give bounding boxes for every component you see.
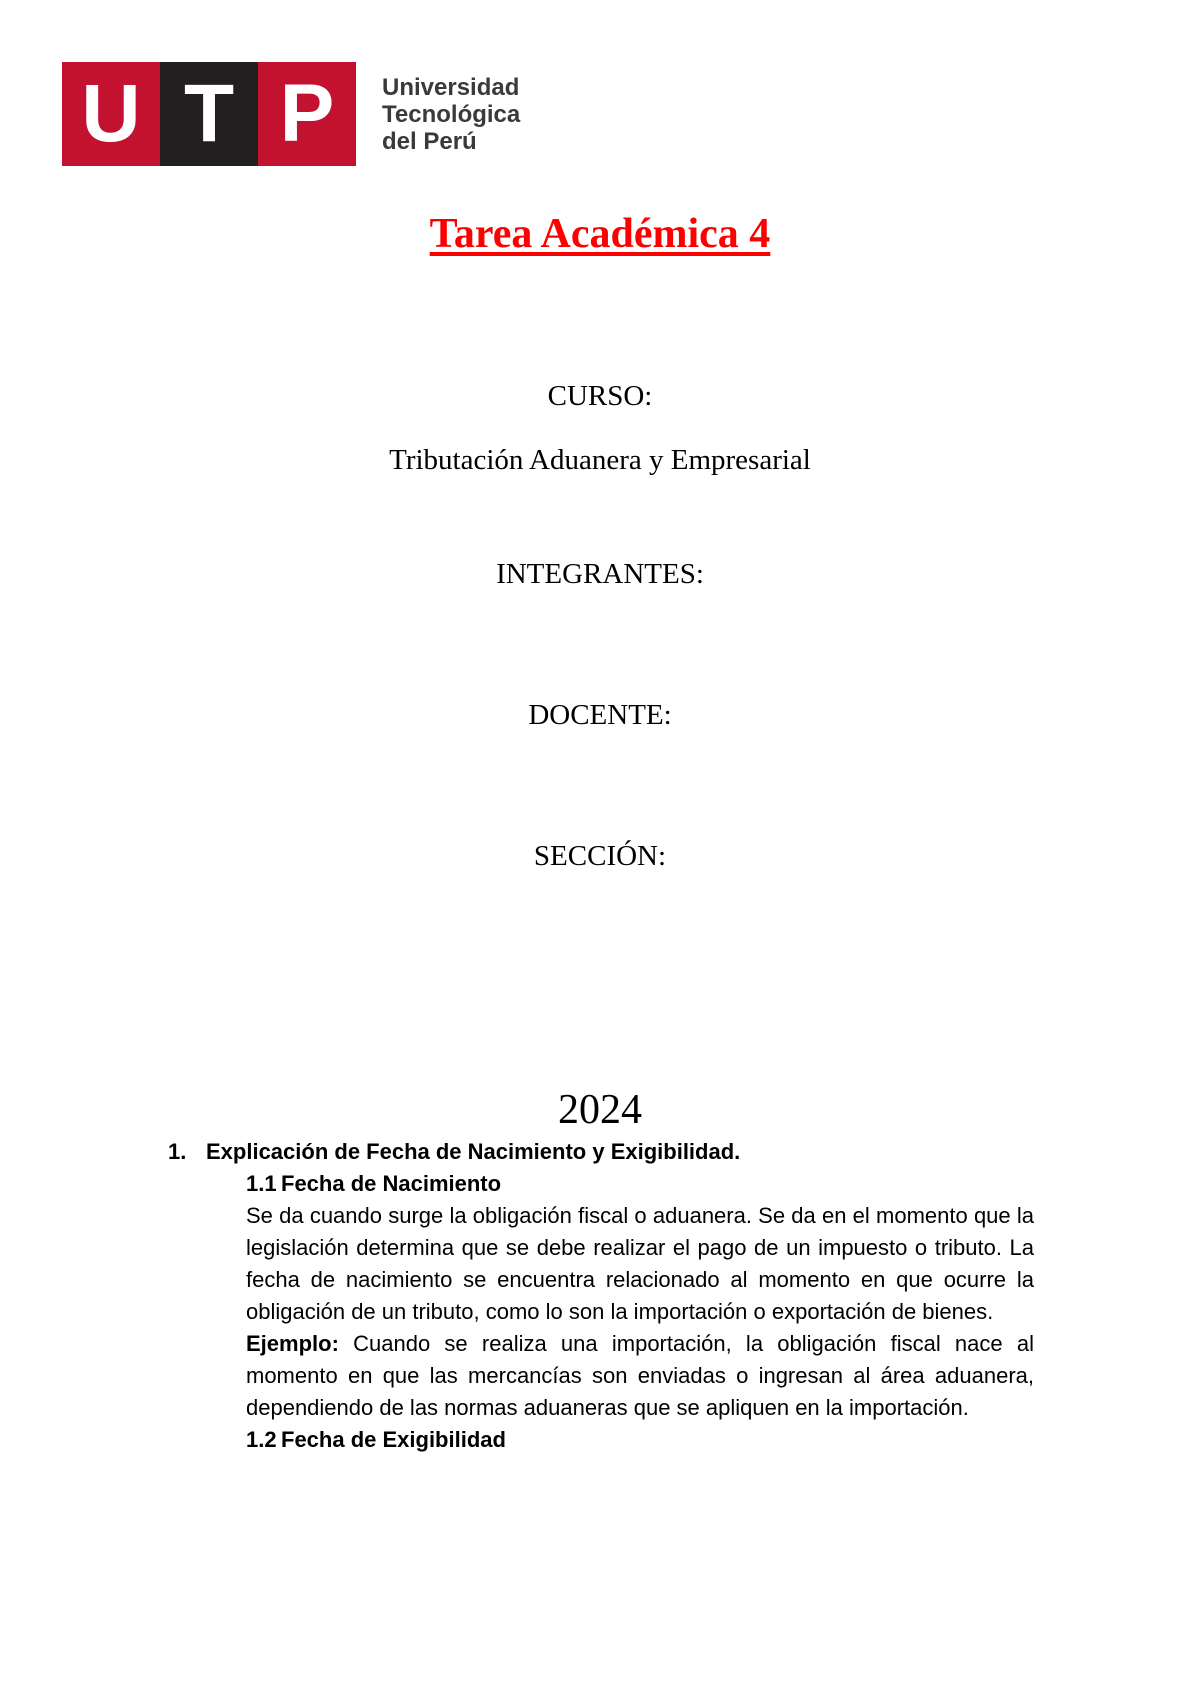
- logo-letter-u: U: [62, 62, 160, 166]
- subsection-number: 1.1: [246, 1171, 277, 1196]
- utp-logo: [62, 62, 520, 166]
- subsection-heading: [246, 1168, 1034, 1200]
- integrantes-label: INTEGRANTES:: [496, 558, 704, 590]
- subsection-number: 1.2: [246, 1427, 277, 1452]
- example-paragraph: [246, 1328, 1034, 1424]
- subsection-heading: [246, 1424, 1034, 1456]
- subsection-title: Fecha de Nacimiento: [281, 1171, 502, 1196]
- curso-value: Tributación Aduanera y Empresarial: [389, 444, 811, 476]
- logo-letter-t: T: [160, 62, 258, 166]
- document-body: [168, 1136, 1034, 1456]
- logo-name-line: del Perú: [382, 127, 477, 155]
- section-number: 1.: [168, 1139, 187, 1164]
- logo-name-line: Tecnológica: [382, 100, 521, 128]
- logo-letter-p: P: [258, 62, 356, 166]
- document-title: Tarea Académica 4: [429, 211, 771, 257]
- section-heading: [168, 1136, 996, 1168]
- logo-name-line: Universidad: [382, 73, 520, 101]
- section-title: Explicación de Fecha de Nacimiento y Exigibilidad.: [206, 1139, 741, 1164]
- year: 2024: [558, 1087, 642, 1133]
- example-text: Cuando se realiza una importación, la obligación fiscal nace al momento en que las mercancías son enviadas o ingresan al área aduanera, dependiendo de las normas aduaneras que se apliquen en la importación.: [246, 1331, 1034, 1420]
- subsection-title: Fecha de Exigibilidad: [281, 1427, 506, 1452]
- example-label: Ejemplo:: [246, 1331, 339, 1356]
- curso-label: CURSO:: [547, 380, 653, 412]
- seccion-label: SECCIÓN:: [533, 840, 667, 872]
- logo-university-name: [382, 74, 520, 155]
- docente-label: DOCENTE:: [528, 699, 672, 731]
- paragraph: Se da cuando surge la obligación fiscal o aduanera. Se da en el momento que la legislación determina que se debe realizar el pago de un impuesto o tributo. La fecha de nacimiento se encuentra relacionado al momento en que ocurre la obligación de un tributo, como lo son la importación o exportación de bienes.: [246, 1203, 1034, 1324]
